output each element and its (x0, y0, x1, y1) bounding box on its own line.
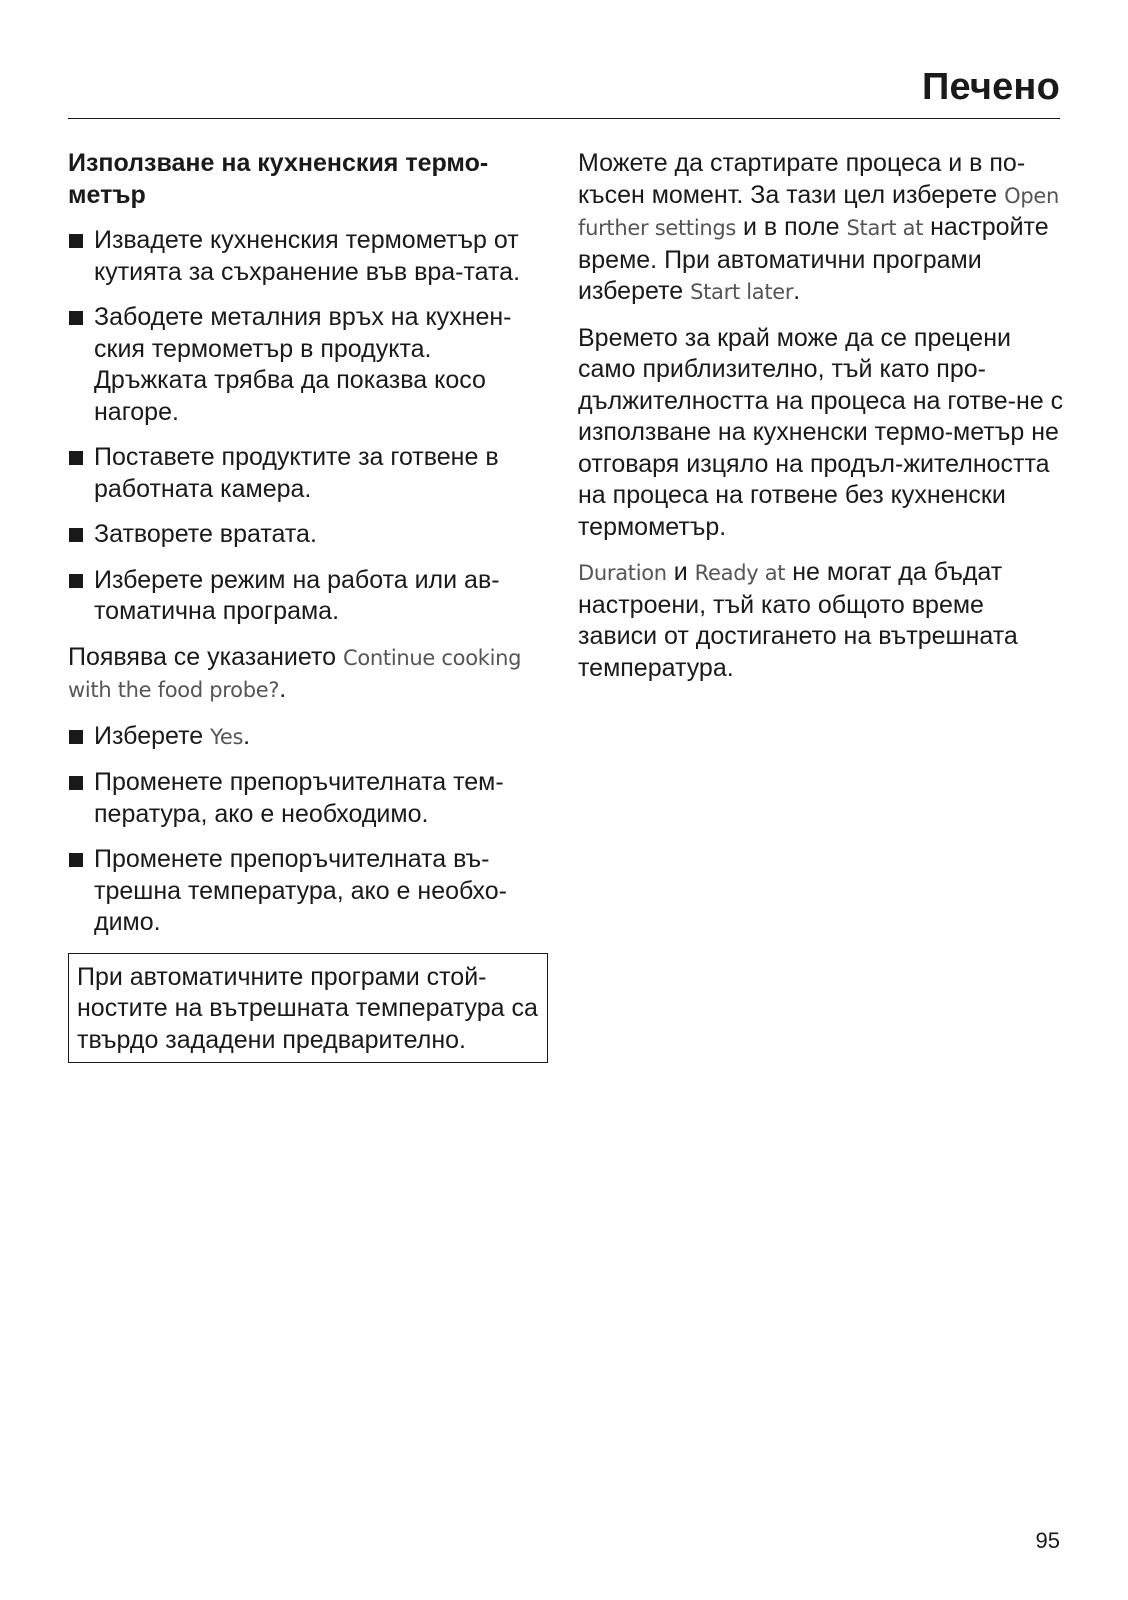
square-bullet-icon (69, 853, 83, 867)
square-bullet-icon (69, 730, 83, 744)
paragraph-text: и в поле (736, 213, 847, 241)
left-column (68, 148, 548, 1063)
ui-ready-at: Ready at (694, 561, 786, 585)
step-text: Изберете режим на работа или ав-томатична програма. (94, 565, 500, 625)
section-heading: Използване на кухненския термо-метър (68, 149, 489, 209)
square-bullet-icon (69, 574, 83, 588)
list-item (68, 442, 548, 505)
ui-open-further-settings: Open further settings (578, 183, 1060, 240)
list-item (68, 225, 548, 288)
right-column (578, 148, 1064, 698)
list-item (68, 302, 548, 428)
step-text: Променете препоръчителната въ-трешна температура, ако е необхо-димо. (94, 845, 507, 936)
paragraph-text: и (666, 558, 695, 586)
step-text: Поставете продуктите за готвене в работната камера. (94, 443, 499, 503)
end-time-paragraph: Времето за край може да се прецени само приблизително, тъй като про-дължителността на процеса на готве-не с използване на кухненски термо-метър не отговаря изцяло на продъл-жителността на процеса на готвене без кухненски термометър. (578, 323, 1064, 541)
step-text: Изберете (94, 721, 211, 750)
paragraph-text: Можете да стартирате процеса и в по-късен момент. За тази цел изберете (578, 149, 1026, 209)
ui-start-later: Start later (690, 280, 794, 304)
page-title: Печено (921, 66, 1060, 108)
step-text: Променете препоръчителната тем-пература, ако е необходимо. (94, 768, 504, 828)
square-bullet-icon (69, 528, 83, 542)
step-end: . (243, 721, 251, 750)
list-item (68, 721, 548, 754)
paragraph-text: настройте време. При автоматични програми изберете (578, 213, 1049, 305)
steps-list-1 (68, 225, 548, 628)
square-bullet-icon (69, 234, 83, 248)
list-item (68, 565, 548, 628)
square-bullet-icon (69, 776, 83, 790)
step-text: Затворете вратата. (94, 520, 317, 548)
duration-paragraph (578, 557, 1064, 684)
list-item (68, 844, 548, 939)
start-later-paragraph (578, 148, 1064, 309)
header-divider (68, 118, 1060, 119)
paragraph-text: не могат да бъдат настроени, тъй като общото време зависи от достигането на вътрешната температура. (578, 558, 1018, 682)
prompt-paragraph (68, 642, 548, 707)
ui-start-at: Start at (846, 216, 924, 240)
prompt-end: . (279, 675, 287, 703)
step-text: Забодете металния връх на кухнен-ския термометър в продукта. Дръжката трябва да показва косо нагоре. (94, 303, 512, 426)
list-item (68, 767, 548, 830)
page-number: 95 (1035, 1528, 1060, 1553)
step-text: Извадете кухненския термометър от кутията за съхранение във вра-тата. (94, 226, 521, 286)
ui-message-text: Continue cooking with the food probe? (68, 645, 522, 702)
square-bullet-icon (69, 451, 83, 465)
list-item (68, 519, 548, 551)
square-bullet-icon (69, 311, 83, 325)
ui-option-yes: Yes (210, 724, 244, 749)
prompt-text: Появява се указанието (68, 642, 343, 671)
note-box: При автоматичните програми стой-ностите на вътрешната температура са твърдо зададени предварително. (68, 953, 548, 1064)
steps-list-2 (68, 721, 548, 939)
ui-duration: Duration (578, 561, 667, 585)
paragraph-text: . (793, 277, 801, 305)
